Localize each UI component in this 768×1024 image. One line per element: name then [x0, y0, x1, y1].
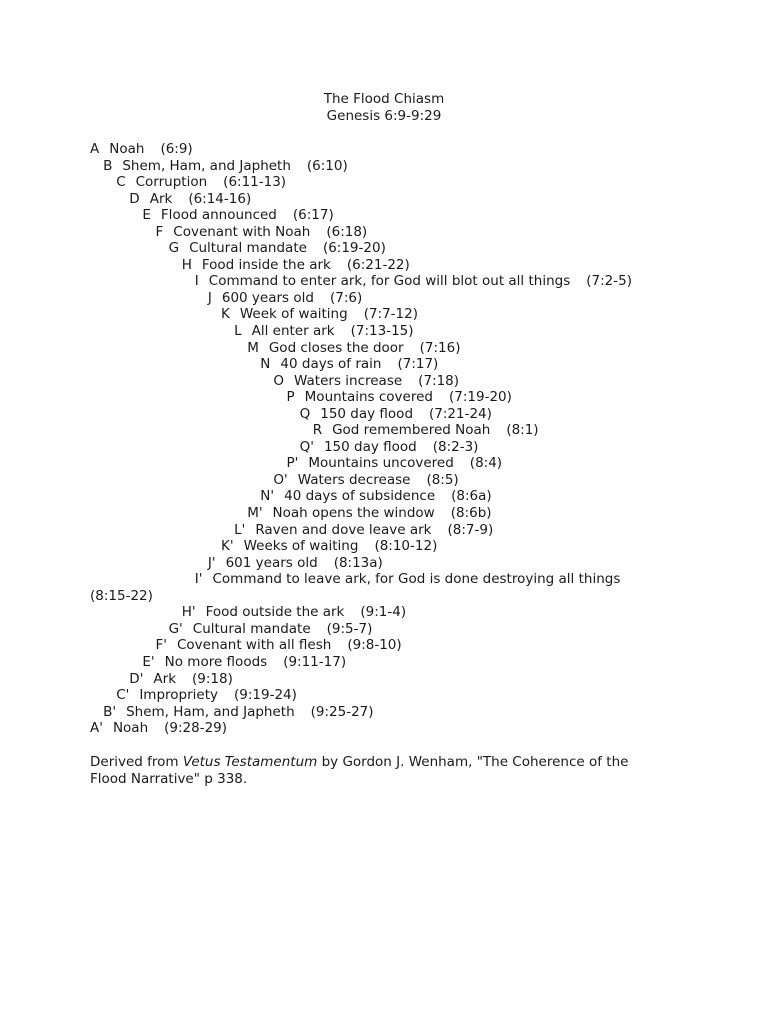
- chiasm-reference: (6:17): [292, 207, 334, 224]
- chiasm-tag: R: [312, 422, 323, 439]
- chiasm-tag: C: [116, 174, 126, 191]
- chiasm-reference: (6:21-22): [346, 256, 410, 273]
- chiasm-reference: (9:8-10): [347, 637, 402, 654]
- chiasm-text: Noah: [112, 720, 149, 737]
- chiasm-tag: F: [155, 223, 164, 240]
- chiasm-tag: J': [207, 554, 216, 571]
- chiasm-tag: G: [168, 240, 180, 257]
- chiasm-reference: (7:19-20): [448, 389, 512, 406]
- chiasm-tag: I': [194, 571, 203, 588]
- chiasm-tag: D: [129, 190, 140, 207]
- chiasm-reference: (6:18): [326, 223, 368, 240]
- chiasm-reference: (7:13-15): [350, 323, 414, 340]
- chiasm-tag: F': [155, 637, 167, 654]
- chiasm-text: 150 day flood: [320, 405, 414, 422]
- chiasm-line: [90, 704, 730, 721]
- chiasm-line: [90, 323, 730, 340]
- chiasm-line: [90, 356, 730, 373]
- chiasm-tag: I: [194, 273, 199, 290]
- chiasm-text: 40 days of rain: [280, 356, 382, 373]
- document-title: The Flood Chiasm: [323, 91, 445, 107]
- chiasm-text: Covenant with Noah: [173, 223, 311, 240]
- chiasm-line: [90, 621, 730, 638]
- chiasm-tag: A': [90, 720, 103, 737]
- chiasm-tag: K': [221, 538, 234, 555]
- chiasm-line: [90, 571, 730, 604]
- chiasm-reference: (9:1-4): [360, 604, 407, 621]
- chiasm-reference: (6:19-20): [322, 240, 386, 257]
- chiasm-reference: (8:7-9): [447, 521, 494, 538]
- chiasm-line: [90, 306, 730, 323]
- chiasm-reference: (7:2-5): [586, 273, 632, 290]
- chiasm-text: Food outside the ark: [205, 604, 345, 621]
- chiasm-tag: A: [90, 141, 100, 157]
- chiasm-text: 40 days of subsidence: [284, 488, 436, 505]
- chiasm-text: Noah: [109, 141, 145, 157]
- chiasm-line: [90, 290, 730, 307]
- chiasm-text: Food inside the ark: [201, 256, 331, 273]
- chiasm-text: Ark: [153, 670, 177, 687]
- chiasm-tag: B: [103, 157, 113, 174]
- chiasm-tag: N: [260, 356, 271, 373]
- chiasm-text: Command to enter ark, for God will blot out all things: [208, 273, 571, 290]
- chiasm-tag: O: [273, 372, 285, 389]
- chiasm-reference: (6:9): [160, 141, 193, 157]
- chiasm-tag: N': [260, 488, 275, 505]
- chiasm-text: Cultural mandate: [192, 620, 311, 637]
- chiasm-reference: (7:7-12): [363, 306, 418, 323]
- chiasm-reference: (8:6b): [450, 505, 492, 522]
- chiasm-reference: (8:2-3): [432, 438, 479, 455]
- chiasm-line: [90, 604, 730, 621]
- chiasm-line: [90, 174, 730, 191]
- chiasm-reference: (8:13a): [333, 554, 383, 571]
- chiasm-reference: (9:18): [192, 670, 233, 687]
- note-source-title: Vetus Testamentum: [182, 754, 318, 770]
- chiasm-line: [90, 488, 730, 505]
- chiasm-line: [90, 555, 730, 572]
- chiasm-line: [90, 224, 730, 241]
- chiasm-reference: (6:11-13): [223, 174, 287, 191]
- chiasm-tag: E: [142, 207, 151, 224]
- chiasm-line: [90, 257, 730, 274]
- note-suffix: by Gordon J. Wenham, "The Coherence of the Flood Narrative" p 338.: [90, 754, 629, 787]
- chiasm-text: Shem, Ham, and Japheth: [126, 703, 295, 720]
- chiasm-tag: Q: [299, 405, 311, 422]
- chiasm-tag: H': [181, 604, 196, 621]
- document-subtitle: Genesis 6:9-9:29: [326, 107, 442, 124]
- chiasm-text: 150 day flood: [323, 438, 417, 455]
- chiasm-text: 601 years old: [225, 554, 318, 571]
- chiasm-line: [90, 439, 730, 456]
- chiasm-reference: (8:6a): [451, 488, 492, 505]
- chiasm-tag: L: [234, 323, 242, 340]
- chiasm-reference: (7:17): [397, 356, 439, 373]
- chiasm-text: Command to leave ark, for God is done destroying all things: [212, 571, 621, 588]
- chiasm-tag: K: [221, 306, 230, 323]
- chiasm-text: Cultural mandate: [189, 240, 307, 257]
- chiasm-line: [90, 340, 730, 357]
- chiasm-line: [90, 538, 730, 555]
- chiasm-line: [90, 240, 730, 257]
- chiasm-tag: E': [142, 653, 155, 670]
- chiasm-text: Ark: [149, 190, 173, 207]
- chiasm-text: Impropriety: [139, 687, 219, 704]
- chiasm-line: [90, 158, 730, 175]
- chiasm-line: [90, 687, 730, 704]
- chiasm-line: [90, 273, 730, 290]
- chiasm-text: Mountains covered: [304, 389, 433, 406]
- chiasm-reference: (9:25-27): [310, 703, 374, 720]
- chiasm-text: Waters increase: [294, 372, 403, 389]
- chiasm-tag: O': [273, 471, 288, 488]
- chiasm-reference: (6:14-16): [188, 190, 252, 207]
- chiasm-text: Week of waiting: [239, 306, 348, 323]
- chiasm-reference: (8:15-22): [90, 587, 153, 604]
- chiasm-line: [90, 654, 730, 671]
- chiasm-outline: [90, 141, 730, 737]
- chiasm-line: [90, 406, 730, 423]
- chiasm-line: [90, 191, 730, 208]
- chiasm-tag: Q': [299, 438, 314, 455]
- chiasm-reference: (8:5): [426, 471, 459, 488]
- chiasm-line: [90, 522, 730, 539]
- chiasm-reference: (7:16): [419, 339, 461, 356]
- chiasm-line: [90, 637, 730, 654]
- chiasm-reference: (8:1): [506, 422, 539, 439]
- chiasm-text: Waters decrease: [297, 471, 411, 488]
- chiasm-tag: H: [181, 256, 192, 273]
- chiasm-tag: G': [168, 620, 183, 637]
- chiasm-tag: M: [247, 339, 259, 356]
- chiasm-reference: (9:5-7): [326, 620, 373, 637]
- title-block: [0, 91, 768, 124]
- chiasm-line: [90, 422, 730, 439]
- chiasm-text: God remembered Noah: [332, 422, 491, 439]
- chiasm-reference: (7:6): [329, 289, 363, 306]
- chiasm-text: Mountains uncovered: [308, 455, 454, 472]
- chiasm-reference: (6:10): [306, 157, 348, 174]
- chiasm-tag: M': [247, 505, 263, 522]
- chiasm-tag: C': [116, 687, 130, 704]
- chiasm-reference: (8:4): [469, 455, 503, 472]
- chiasm-text: Corruption: [135, 174, 208, 191]
- chiasm-text: All enter ark: [251, 323, 335, 340]
- chiasm-tag: L': [234, 521, 246, 538]
- chiasm-tag: B': [103, 703, 117, 720]
- chiasm-text: Flood announced: [160, 207, 277, 224]
- chiasm-tag: J: [207, 289, 212, 306]
- chiasm-reference: (9:28-29): [164, 720, 228, 737]
- note-prefix: Derived from: [90, 754, 183, 770]
- chiasm-line: [90, 472, 730, 489]
- source-note: [90, 754, 650, 787]
- chiasm-text: 600 years old: [221, 289, 314, 306]
- chiasm-tag: P': [286, 455, 299, 472]
- chiasm-line: [90, 207, 730, 224]
- chiasm-tag: D': [129, 670, 144, 687]
- chiasm-line: [90, 671, 730, 688]
- chiasm-line: [90, 505, 730, 522]
- chiasm-tag: P: [286, 389, 295, 406]
- chiasm-line: [90, 373, 730, 390]
- chiasm-text: Weeks of waiting: [243, 538, 359, 555]
- chiasm-reference: (8:10-12): [374, 538, 438, 555]
- chiasm-line: [90, 141, 730, 158]
- chiasm-line: [90, 455, 730, 472]
- chiasm-text: God closes the door: [268, 339, 404, 356]
- chiasm-text: Shem, Ham, and Japheth: [122, 157, 291, 174]
- chiasm-text: Noah opens the window: [272, 505, 435, 522]
- chiasm-line: [90, 389, 730, 406]
- chiasm-text: Covenant with all flesh: [176, 637, 332, 654]
- chiasm-reference: (7:18): [418, 372, 460, 389]
- chiasm-line: [90, 720, 730, 737]
- chiasm-reference: (9:19-24): [234, 687, 297, 704]
- chiasm-text: Raven and dove leave ark: [255, 521, 432, 538]
- chiasm-text: No more floods: [164, 653, 268, 670]
- chiasm-reference: (7:21-24): [429, 405, 492, 422]
- chiasm-reference: (9:11-17): [283, 653, 347, 670]
